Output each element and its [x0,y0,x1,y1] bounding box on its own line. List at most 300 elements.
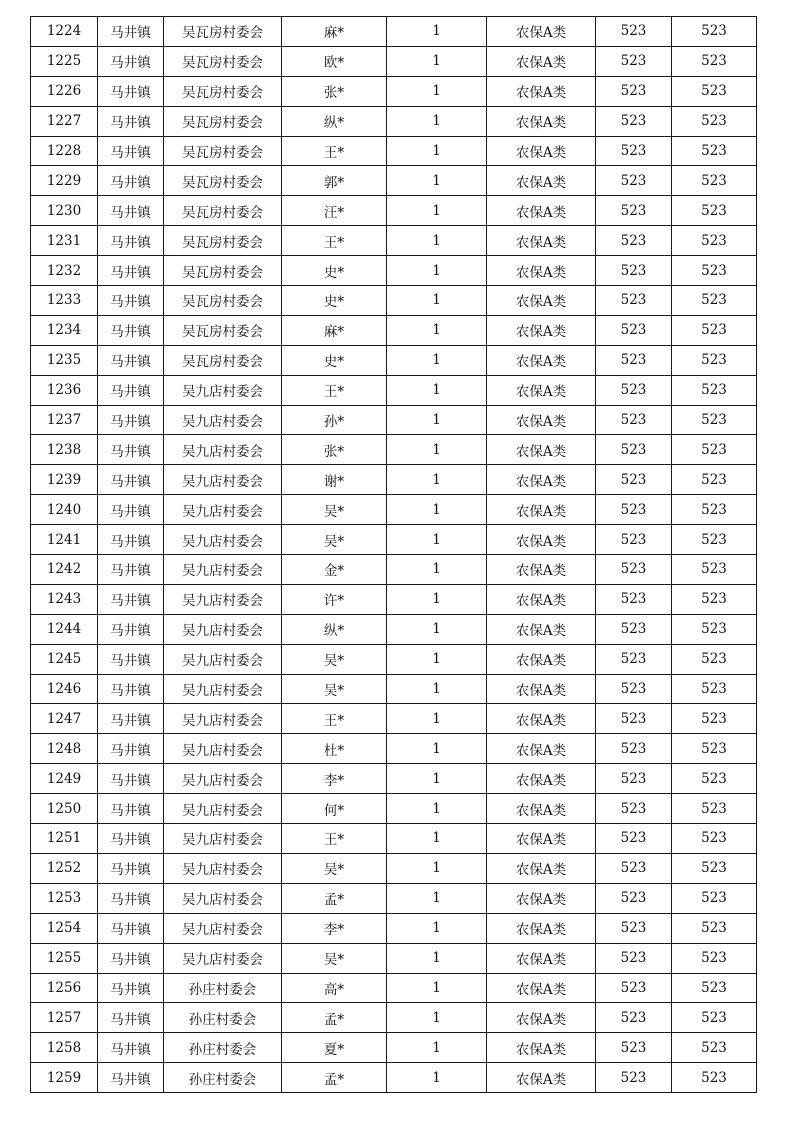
cell-category: 农保A类 [487,734,596,764]
cell-town: 马井镇 [98,913,164,943]
cell-person-name: 郭* [282,166,387,196]
table-row [31,136,757,166]
cell-standard-amount: 523 [596,584,672,614]
cell-person-name: 吴* [282,853,387,883]
cell-town: 马井镇 [98,973,164,1003]
cell-town: 马井镇 [98,315,164,345]
cell-person-name: 孟* [282,1063,387,1093]
cell-town: 马井镇 [98,465,164,495]
cell-village-committee: 吴瓦房村委会 [164,17,282,47]
cell-paid-amount: 523 [672,1063,757,1093]
cell-count: 1 [387,196,487,226]
cell-category: 农保A类 [487,136,596,166]
cell-paid-amount: 523 [672,435,757,465]
cell-person-name: 孙* [282,405,387,435]
cell-paid-amount: 523 [672,196,757,226]
cell-town: 马井镇 [98,883,164,913]
cell-town: 马井镇 [98,17,164,47]
cell-paid-amount: 523 [672,46,757,76]
cell-count: 1 [387,345,487,375]
cell-category: 农保A类 [487,315,596,345]
table-row [31,614,757,644]
cell-village-committee: 吴九店村委会 [164,555,282,585]
table-row [31,794,757,824]
cell-village-committee: 吴九店村委会 [164,943,282,973]
cell-category: 农保A类 [487,106,596,136]
cell-category: 农保A类 [487,704,596,734]
cell-town: 马井镇 [98,764,164,794]
cell-category: 农保A类 [487,166,596,196]
cell-serial-number: 1251 [31,824,98,854]
cell-category: 农保A类 [487,375,596,405]
table-row [31,644,757,674]
table-row [31,555,757,585]
cell-village-committee: 吴瓦房村委会 [164,315,282,345]
cell-village-committee: 吴瓦房村委会 [164,345,282,375]
beneficiary-table [30,16,757,1093]
cell-category: 农保A类 [487,794,596,824]
table-row [31,1063,757,1093]
cell-standard-amount: 523 [596,106,672,136]
cell-town: 马井镇 [98,495,164,525]
cell-count: 1 [387,166,487,196]
table-row [31,315,757,345]
cell-count: 1 [387,17,487,47]
table-row [31,435,757,465]
cell-count: 1 [387,256,487,286]
cell-serial-number: 1245 [31,644,98,674]
cell-category: 农保A类 [487,46,596,76]
cell-person-name: 史* [282,345,387,375]
cell-person-name: 王* [282,136,387,166]
cell-town: 马井镇 [98,405,164,435]
cell-category: 农保A类 [487,1033,596,1063]
cell-town: 马井镇 [98,196,164,226]
cell-standard-amount: 523 [596,555,672,585]
table-row [31,824,757,854]
cell-count: 1 [387,674,487,704]
cell-serial-number: 1225 [31,46,98,76]
cell-standard-amount: 523 [596,1033,672,1063]
cell-standard-amount: 523 [596,435,672,465]
cell-serial-number: 1240 [31,495,98,525]
cell-standard-amount: 523 [596,883,672,913]
cell-paid-amount: 523 [672,166,757,196]
cell-paid-amount: 523 [672,76,757,106]
cell-village-committee: 吴九店村委会 [164,614,282,644]
cell-person-name: 孟* [282,1003,387,1033]
cell-paid-amount: 523 [672,106,757,136]
cell-count: 1 [387,1033,487,1063]
cell-serial-number: 1239 [31,465,98,495]
cell-category: 农保A类 [487,525,596,555]
cell-category: 农保A类 [487,614,596,644]
cell-standard-amount: 523 [596,286,672,316]
cell-serial-number: 1237 [31,405,98,435]
cell-town: 马井镇 [98,256,164,286]
cell-count: 1 [387,644,487,674]
cell-serial-number: 1247 [31,704,98,734]
cell-paid-amount: 523 [672,674,757,704]
cell-person-name: 麻* [282,315,387,345]
cell-category: 农保A类 [487,17,596,47]
cell-serial-number: 1244 [31,614,98,644]
table-row [31,17,757,47]
cell-count: 1 [387,555,487,585]
cell-count: 1 [387,883,487,913]
cell-paid-amount: 523 [672,883,757,913]
cell-town: 马井镇 [98,46,164,76]
table-row [31,495,757,525]
cell-town: 马井镇 [98,375,164,405]
cell-standard-amount: 523 [596,525,672,555]
cell-person-name: 吴* [282,943,387,973]
cell-category: 农保A类 [487,1063,596,1093]
cell-standard-amount: 523 [596,704,672,734]
table-row [31,883,757,913]
table-row [31,584,757,614]
cell-category: 农保A类 [487,465,596,495]
cell-standard-amount: 523 [596,853,672,883]
cell-count: 1 [387,973,487,1003]
cell-person-name: 史* [282,286,387,316]
cell-person-name: 何* [282,794,387,824]
cell-count: 1 [387,734,487,764]
cell-town: 马井镇 [98,644,164,674]
cell-person-name: 张* [282,435,387,465]
cell-serial-number: 1250 [31,794,98,824]
cell-paid-amount: 523 [672,315,757,345]
cell-category: 农保A类 [487,644,596,674]
table-row [31,1003,757,1033]
table-row [31,973,757,1003]
cell-village-committee: 吴九店村委会 [164,435,282,465]
cell-paid-amount: 523 [672,794,757,824]
cell-town: 马井镇 [98,1063,164,1093]
table-row [31,345,757,375]
cell-count: 1 [387,136,487,166]
cell-village-committee: 吴瓦房村委会 [164,196,282,226]
cell-village-committee: 吴九店村委会 [164,794,282,824]
cell-town: 马井镇 [98,734,164,764]
cell-person-name: 王* [282,824,387,854]
cell-town: 马井镇 [98,824,164,854]
cell-standard-amount: 523 [596,1003,672,1033]
cell-serial-number: 1254 [31,913,98,943]
cell-paid-amount: 523 [672,555,757,585]
cell-village-committee: 吴九店村委会 [164,883,282,913]
cell-serial-number: 1259 [31,1063,98,1093]
cell-town: 马井镇 [98,226,164,256]
cell-person-name: 纵* [282,106,387,136]
cell-category: 农保A类 [487,943,596,973]
cell-town: 马井镇 [98,106,164,136]
cell-category: 农保A类 [487,883,596,913]
cell-paid-amount: 523 [672,1003,757,1033]
cell-count: 1 [387,495,487,525]
cell-village-committee: 吴九店村委会 [164,734,282,764]
cell-paid-amount: 523 [672,704,757,734]
cell-village-committee: 孙庄村委会 [164,1003,282,1033]
cell-count: 1 [387,943,487,973]
table-row [31,166,757,196]
table-row [31,375,757,405]
cell-serial-number: 1236 [31,375,98,405]
cell-village-committee: 孙庄村委会 [164,1033,282,1063]
cell-serial-number: 1228 [31,136,98,166]
cell-category: 农保A类 [487,345,596,375]
cell-count: 1 [387,1063,487,1093]
cell-town: 马井镇 [98,286,164,316]
cell-count: 1 [387,824,487,854]
cell-person-name: 王* [282,375,387,405]
cell-village-committee: 孙庄村委会 [164,973,282,1003]
cell-serial-number: 1243 [31,584,98,614]
table-row [31,106,757,136]
cell-category: 农保A类 [487,913,596,943]
cell-paid-amount: 523 [672,734,757,764]
cell-paid-amount: 523 [672,345,757,375]
cell-count: 1 [387,584,487,614]
document-page [30,16,756,1093]
cell-serial-number: 1253 [31,883,98,913]
cell-standard-amount: 523 [596,315,672,345]
cell-person-name: 纵* [282,614,387,644]
cell-count: 1 [387,315,487,345]
table-row [31,465,757,495]
cell-standard-amount: 523 [596,136,672,166]
cell-standard-amount: 523 [596,943,672,973]
cell-village-committee: 吴九店村委会 [164,824,282,854]
cell-standard-amount: 523 [596,764,672,794]
cell-person-name: 麻* [282,17,387,47]
cell-serial-number: 1231 [31,226,98,256]
cell-count: 1 [387,375,487,405]
cell-paid-amount: 523 [672,913,757,943]
cell-paid-amount: 523 [672,853,757,883]
cell-standard-amount: 523 [596,973,672,1003]
cell-paid-amount: 523 [672,644,757,674]
cell-standard-amount: 523 [596,794,672,824]
table-row [31,46,757,76]
cell-village-committee: 吴九店村委会 [164,913,282,943]
cell-count: 1 [387,76,487,106]
table-row [31,256,757,286]
cell-count: 1 [387,405,487,435]
table-body [31,17,757,1093]
cell-standard-amount: 523 [596,166,672,196]
cell-person-name: 史* [282,256,387,286]
cell-category: 农保A类 [487,435,596,465]
cell-village-committee: 吴九店村委会 [164,465,282,495]
cell-serial-number: 1258 [31,1033,98,1063]
cell-person-name: 吴* [282,674,387,704]
cell-category: 农保A类 [487,405,596,435]
cell-count: 1 [387,226,487,256]
cell-person-name: 李* [282,764,387,794]
cell-standard-amount: 523 [596,46,672,76]
cell-village-committee: 吴瓦房村委会 [164,76,282,106]
cell-village-committee: 吴九店村委会 [164,525,282,555]
cell-paid-amount: 523 [672,614,757,644]
cell-serial-number: 1241 [31,525,98,555]
cell-standard-amount: 523 [596,405,672,435]
cell-standard-amount: 523 [596,17,672,47]
cell-person-name: 孟* [282,883,387,913]
cell-standard-amount: 523 [596,734,672,764]
cell-village-committee: 吴瓦房村委会 [164,226,282,256]
cell-village-committee: 吴九店村委会 [164,764,282,794]
cell-town: 马井镇 [98,943,164,973]
cell-standard-amount: 523 [596,614,672,644]
cell-standard-amount: 523 [596,674,672,704]
cell-person-name: 吴* [282,644,387,674]
cell-town: 马井镇 [98,345,164,375]
cell-count: 1 [387,764,487,794]
cell-serial-number: 1224 [31,17,98,47]
cell-category: 农保A类 [487,674,596,704]
cell-count: 1 [387,435,487,465]
cell-town: 马井镇 [98,136,164,166]
cell-town: 马井镇 [98,76,164,106]
cell-village-committee: 吴瓦房村委会 [164,286,282,316]
cell-count: 1 [387,794,487,824]
cell-person-name: 李* [282,913,387,943]
cell-category: 农保A类 [487,555,596,585]
cell-person-name: 许* [282,584,387,614]
cell-category: 农保A类 [487,286,596,316]
cell-paid-amount: 523 [672,465,757,495]
table-row [31,1033,757,1063]
cell-serial-number: 1255 [31,943,98,973]
cell-person-name: 欧* [282,46,387,76]
cell-serial-number: 1248 [31,734,98,764]
cell-standard-amount: 523 [596,375,672,405]
cell-serial-number: 1252 [31,853,98,883]
cell-paid-amount: 523 [672,226,757,256]
cell-person-name: 吴* [282,495,387,525]
table-row [31,196,757,226]
cell-serial-number: 1234 [31,315,98,345]
cell-town: 马井镇 [98,1003,164,1033]
cell-person-name: 吴* [282,525,387,555]
cell-count: 1 [387,525,487,555]
cell-village-committee: 吴瓦房村委会 [164,106,282,136]
cell-town: 马井镇 [98,614,164,644]
cell-serial-number: 1256 [31,973,98,1003]
table-row [31,286,757,316]
cell-town: 马井镇 [98,555,164,585]
cell-serial-number: 1249 [31,764,98,794]
cell-category: 农保A类 [487,973,596,1003]
cell-standard-amount: 523 [596,1063,672,1093]
cell-village-committee: 吴九店村委会 [164,704,282,734]
cell-count: 1 [387,1003,487,1033]
cell-category: 农保A类 [487,256,596,286]
cell-person-name: 张* [282,76,387,106]
cell-paid-amount: 523 [672,525,757,555]
cell-town: 马井镇 [98,704,164,734]
cell-person-name: 汪* [282,196,387,226]
cell-count: 1 [387,286,487,316]
cell-standard-amount: 523 [596,495,672,525]
cell-serial-number: 1242 [31,555,98,585]
cell-village-committee: 孙庄村委会 [164,1063,282,1093]
cell-paid-amount: 523 [672,943,757,973]
cell-paid-amount: 523 [672,286,757,316]
cell-standard-amount: 523 [596,256,672,286]
cell-count: 1 [387,704,487,734]
table-row [31,525,757,555]
cell-count: 1 [387,106,487,136]
cell-serial-number: 1232 [31,256,98,286]
cell-person-name: 夏* [282,1033,387,1063]
cell-paid-amount: 523 [672,584,757,614]
cell-serial-number: 1230 [31,196,98,226]
cell-category: 农保A类 [487,226,596,256]
cell-category: 农保A类 [487,764,596,794]
cell-village-committee: 吴瓦房村委会 [164,256,282,286]
cell-paid-amount: 523 [672,973,757,1003]
table-row [31,734,757,764]
cell-standard-amount: 523 [596,345,672,375]
cell-count: 1 [387,614,487,644]
cell-serial-number: 1235 [31,345,98,375]
table-row [31,405,757,435]
cell-village-committee: 吴九店村委会 [164,495,282,525]
cell-village-committee: 吴九店村委会 [164,584,282,614]
cell-person-name: 王* [282,704,387,734]
cell-paid-amount: 523 [672,375,757,405]
cell-town: 马井镇 [98,794,164,824]
cell-count: 1 [387,913,487,943]
cell-village-committee: 吴瓦房村委会 [164,136,282,166]
cell-town: 马井镇 [98,853,164,883]
cell-paid-amount: 523 [672,256,757,286]
cell-village-committee: 吴九店村委会 [164,644,282,674]
cell-standard-amount: 523 [596,913,672,943]
table-row [31,764,757,794]
cell-paid-amount: 523 [672,764,757,794]
cell-paid-amount: 523 [672,405,757,435]
cell-village-committee: 吴瓦房村委会 [164,166,282,196]
cell-person-name: 王* [282,226,387,256]
cell-paid-amount: 523 [672,17,757,47]
cell-serial-number: 1238 [31,435,98,465]
cell-category: 农保A类 [487,196,596,226]
cell-count: 1 [387,46,487,76]
table-row [31,853,757,883]
cell-paid-amount: 523 [672,136,757,166]
cell-town: 马井镇 [98,166,164,196]
cell-serial-number: 1227 [31,106,98,136]
cell-category: 农保A类 [487,853,596,883]
cell-village-committee: 吴九店村委会 [164,375,282,405]
cell-village-committee: 吴九店村委会 [164,853,282,883]
cell-serial-number: 1226 [31,76,98,106]
cell-town: 马井镇 [98,1033,164,1063]
cell-standard-amount: 523 [596,196,672,226]
cell-village-committee: 吴九店村委会 [164,674,282,704]
cell-person-name: 谢* [282,465,387,495]
cell-category: 农保A类 [487,495,596,525]
table-row [31,226,757,256]
cell-standard-amount: 523 [596,226,672,256]
table-row [31,943,757,973]
cell-category: 农保A类 [487,824,596,854]
cell-serial-number: 1257 [31,1003,98,1033]
cell-person-name: 高* [282,973,387,1003]
